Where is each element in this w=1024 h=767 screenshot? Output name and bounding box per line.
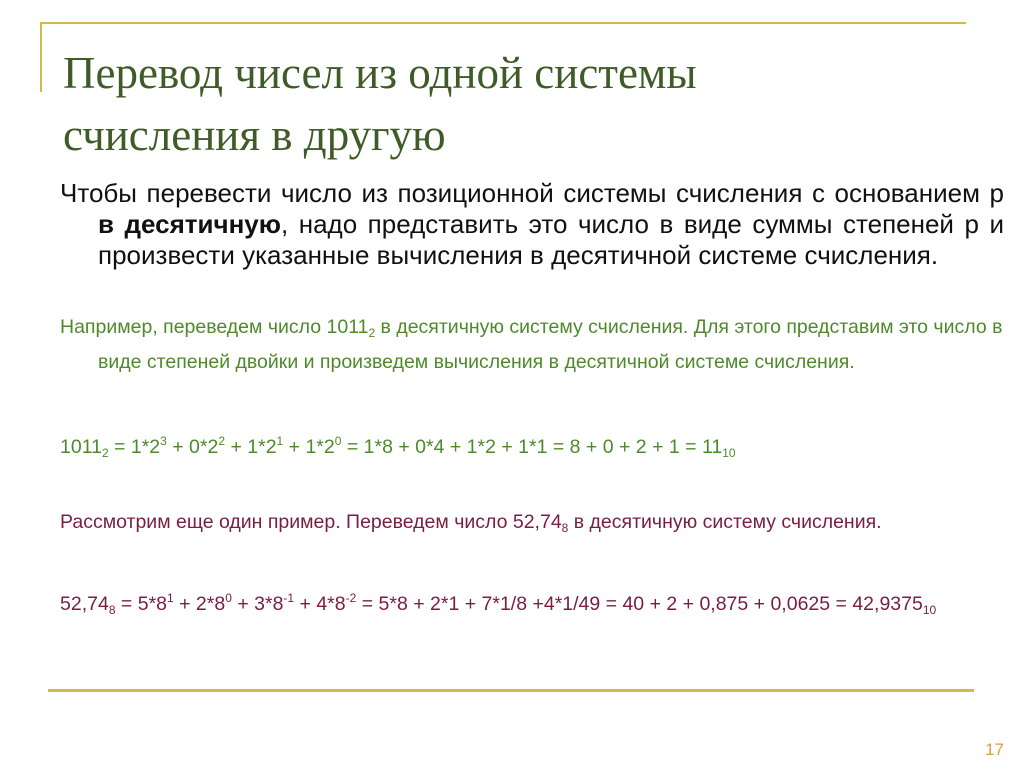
left-accent-line: [40, 22, 42, 92]
formula-2-term-1: = 5*8: [115, 593, 168, 615]
example-1-text-start: Например, переведем число 1011: [60, 316, 369, 338]
bottom-divider-line: [48, 689, 974, 692]
formula-1-exp-4: 0: [334, 434, 342, 448]
intro-text-end: , надо представить это число в виде суммы степеней p и произвести указанные вычисления в десятичной системе счисления.: [98, 209, 1004, 270]
intro-paragraph: [60, 178, 1004, 271]
formula-1-exp-3: 1: [276, 434, 284, 448]
intro-bold-phrase: в десятичную: [98, 209, 281, 239]
formula-2-number: 52,74: [60, 593, 109, 615]
formula-1-number-base: 2: [101, 446, 109, 460]
formula-2-exp-1: 1: [167, 591, 174, 605]
formula-1-term-1: = 1*2: [108, 436, 161, 458]
example-2-text-start: Рассмотрим еще один пример. Переведем число 52,74: [60, 511, 562, 533]
example-2-text-end: в десятичную систему счисления.: [568, 511, 882, 533]
formula-1-exp-2: 2: [218, 434, 226, 448]
top-divider-line: [40, 22, 966, 24]
slide-title: [63, 42, 963, 166]
title-line-2: счисления в другую: [63, 110, 446, 160]
formula-2-number-base: 8: [108, 603, 116, 617]
formula-2-term-3: + 3*8: [231, 593, 284, 615]
page-number: 17: [985, 740, 1004, 759]
formula-1-term-3: + 1*2: [225, 436, 277, 458]
formula-2-term-4: + 4*8: [294, 593, 346, 615]
formula-2-term-5: = 5*8 + 2*1 + 7*1/8 +4*1/49 = 40 + 2 + 0,875 + 0,0625 = 42,9375: [356, 593, 923, 615]
formula-2-exp-3: -1: [283, 591, 295, 605]
formula-2-exp-4: -2: [345, 591, 357, 605]
formula-1-term-2: + 0*2: [166, 436, 219, 458]
example-2-paragraph: [60, 505, 1003, 540]
formula-1: [60, 430, 1003, 465]
formula-1-number: 1011: [60, 436, 102, 458]
formula-1-term-5: = 1*8 + 0*4 + 1*2 + 1*1 = 8 + 0 + 2 + 1 = 11: [341, 436, 723, 458]
example-2-base: 8: [561, 521, 569, 535]
formula-2-exp-2: 0: [225, 591, 232, 605]
formula-2-result-base: 10: [922, 603, 937, 617]
formula-1-result-base: 10: [722, 446, 736, 460]
intro-text-start: Чтобы перевести число из позиционной системы счисления с основанием p: [60, 178, 1004, 208]
example-1-paragraph: [60, 310, 1003, 380]
formula-1-exp-1: 3: [160, 434, 167, 448]
title-line-1: Перевод чисел из одной системы: [63, 48, 697, 98]
formula-2-term-2: + 2*8: [173, 593, 226, 615]
example-1-base: 2: [368, 326, 376, 340]
formula-2: [60, 587, 1003, 622]
example-1-text-end: в десятичную систему счисления. Для этого представим это число в виде степеней двойки и произведем вычисления в десятичной системе счисления.: [98, 316, 1003, 373]
formula-1-term-4: + 1*2: [283, 436, 335, 458]
